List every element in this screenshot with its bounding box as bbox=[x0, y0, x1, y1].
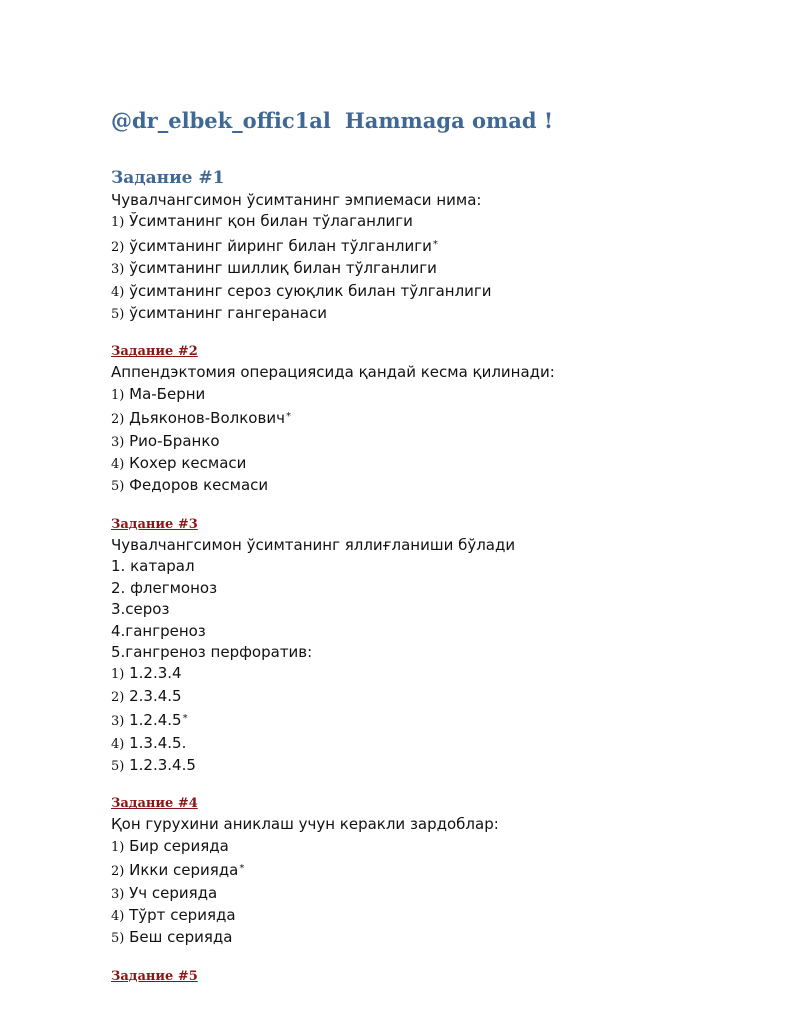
task-title: Задание #1 bbox=[111, 168, 225, 188]
answer-option-correct: 2) Дьяконов-Волкович* bbox=[111, 409, 291, 428]
answer-option: 1) 1.2.3.4 bbox=[111, 664, 182, 683]
question-line: 1. катарал bbox=[111, 557, 195, 576]
answer-option: 1) Ўсимтанинг қон билан тўлаганлиги bbox=[111, 212, 413, 231]
task-title: Задание #5 bbox=[111, 968, 198, 984]
task-4 bbox=[111, 794, 761, 949]
answer-option: 1) Ма-Берни bbox=[111, 384, 206, 403]
task-question: Чувалчангсимон ўсимтанинг эмпиемаси нима: bbox=[111, 191, 482, 209]
answer-option: 5) Беш серияда bbox=[111, 928, 233, 947]
answer-option: 3) Уч серияда bbox=[111, 883, 218, 902]
task-2 bbox=[111, 342, 761, 497]
answer-option: 5) ўсимтанинг гангеранаси bbox=[111, 304, 327, 323]
task-title: Задание #4 bbox=[111, 796, 198, 812]
answer-option: 4) Тўрт серияда bbox=[111, 905, 236, 924]
greeting-text: Hammaga omad ! bbox=[344, 108, 554, 133]
question-line: 3.сероз bbox=[111, 600, 170, 619]
answer-option: 4) Кохер кесмаси bbox=[111, 454, 247, 473]
correct-marker: * bbox=[285, 411, 291, 423]
answer-option: 3) ўсимтанинг шиллиқ билан тўлганлиги bbox=[111, 259, 437, 278]
correct-marker: * bbox=[239, 863, 245, 875]
answer-option: 5) 1.2.3.4.5 bbox=[111, 755, 196, 774]
answer-option: 4) 1.3.4.5. bbox=[111, 733, 187, 752]
task-question: Чувалчангсимон ўсимтанинг яллиғланиши бўлади bbox=[111, 535, 516, 554]
document-header bbox=[111, 104, 761, 138]
answer-option-correct: 2) ўсимтанинг йиринг билан тўлганлиги* bbox=[111, 236, 438, 255]
question-line: 5.гангреноз перфоратив: bbox=[111, 642, 313, 661]
task-1 bbox=[111, 166, 761, 325]
task-title: Задание #2 bbox=[111, 344, 198, 360]
answer-option: 3) Рио-Бранко bbox=[111, 431, 220, 450]
answer-option: 5) Федоров кесмаси bbox=[111, 476, 269, 495]
question-line: 4.гангреноз bbox=[111, 621, 206, 640]
answer-option: 2) 2.3.4.5 bbox=[111, 686, 182, 705]
answer-option: 1) Бир серияда bbox=[111, 836, 229, 855]
correct-marker: * bbox=[182, 713, 188, 725]
task-question: Аппендэктомия операциясида қандай кесма қилинади: bbox=[111, 363, 555, 382]
question-line: 2. флегмоноз bbox=[111, 578, 218, 597]
task-3 bbox=[111, 515, 761, 777]
task-question: Қон гурухини аниклаш учун керакли зардоблар: bbox=[111, 815, 499, 834]
task-5 bbox=[111, 967, 761, 987]
correct-marker: * bbox=[432, 238, 438, 250]
document-page bbox=[111, 104, 761, 987]
author-handle: @dr_elbek_offic1al bbox=[111, 108, 331, 133]
answer-option-correct: 2) Икки серияда* bbox=[111, 861, 245, 880]
answer-option-correct: 3) 1.2.4.5* bbox=[111, 711, 188, 730]
answer-option: 4) ўсимтанинг сероз суюқлик билан тўлганлиги bbox=[111, 281, 492, 300]
task-title: Задание #3 bbox=[111, 516, 198, 532]
